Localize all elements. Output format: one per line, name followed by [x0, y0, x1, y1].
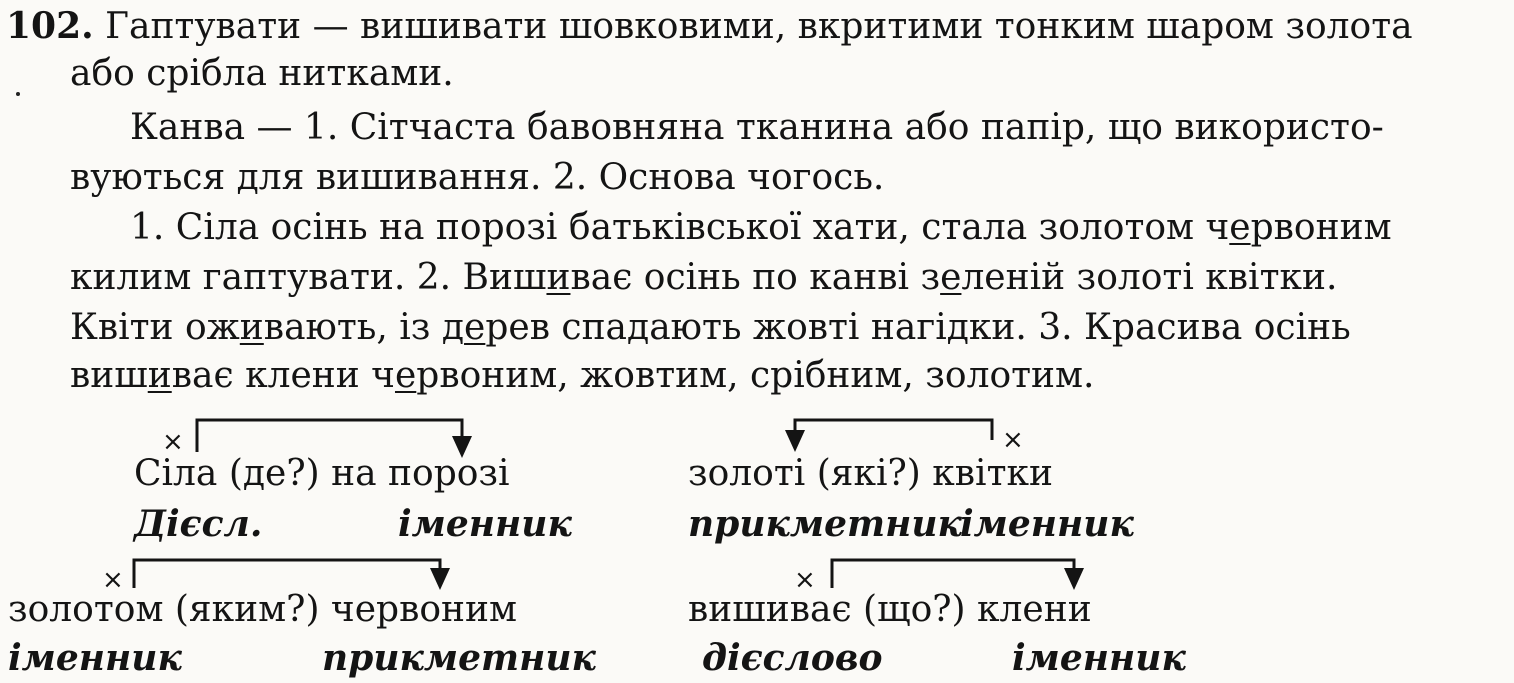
text-fragment: Квіти ож	[70, 307, 240, 348]
scheme-1-pos-2: іменник	[398, 503, 572, 545]
text-fragment: рев спадають жовті нагідки. 3. Красива осінь	[485, 307, 1351, 348]
text-fragment: леній золоті квітки.	[961, 257, 1338, 298]
text-fragment: рвоним, жовтим, срібним, золотим.	[416, 355, 1095, 396]
scheme-3-arrow	[134, 560, 450, 590]
scheme-1-phrase: Сіла (де?) на порозі	[134, 453, 510, 494]
text-fragment: килим гаптувати. 2. Виш	[70, 257, 547, 298]
scheme-4-arrow	[832, 560, 1084, 590]
underlined-vowel: и	[239, 307, 264, 348]
text-fragment: 1. Сіла осінь на порозі батьківської хати, стала золотом ч	[130, 207, 1230, 248]
scheme-3-pos-1: іменник	[8, 637, 182, 679]
text-fragment: виш	[70, 355, 148, 396]
scheme-2-pos-2: іменник	[960, 503, 1134, 545]
definition-text: Канва — 1. Сітчаста бавовняна тканина або папір, що використо-	[130, 107, 1384, 148]
underlined-vowel: е	[394, 355, 417, 396]
underlined-vowel: е	[940, 257, 962, 298]
main-word-mark: ×	[1002, 425, 1024, 455]
scheme-1-pos-1: Дієсл.	[134, 503, 263, 545]
definition-text: вуються для вишивання. 2. Основа чогось.	[70, 157, 885, 198]
definition-text: Гаптувати — вишивати шовковими, вкритими тонким шаром золота	[105, 6, 1413, 47]
underlined-vowel: е	[1229, 207, 1251, 248]
underlined-vowel: е	[464, 307, 486, 348]
text-fragment: рвоним	[1250, 207, 1392, 248]
main-word-mark: ×	[162, 427, 184, 457]
underlined-vowel: и	[546, 257, 571, 298]
text-fragment: ває клени ч	[171, 355, 395, 396]
underlined-vowel: и	[147, 355, 172, 396]
scheme-4-phrase: вишиває (що?) клени	[688, 589, 1092, 630]
scheme-3-phrase: золотом (яким?) червоним	[8, 589, 518, 630]
main-word-mark: ×	[102, 565, 124, 595]
text-fragment: ває осінь по канві з	[570, 257, 941, 298]
main-word-mark: ×	[794, 565, 816, 595]
scheme-2-pos-1: прикметник	[688, 503, 962, 545]
scheme-4-pos-2: іменник	[1012, 637, 1186, 679]
scheme-2-arrow	[785, 420, 992, 452]
text-fragment: вають, із д	[263, 307, 465, 348]
scheme-3-pos-2: прикметник	[322, 637, 596, 679]
definition-text: або срібла нитками.	[70, 53, 454, 94]
scheme-2-phrase: золоті (які?) квітки	[688, 453, 1053, 494]
scheme-4-pos-1: дієслово	[702, 637, 883, 679]
exercise-number: 102.	[6, 5, 94, 47]
